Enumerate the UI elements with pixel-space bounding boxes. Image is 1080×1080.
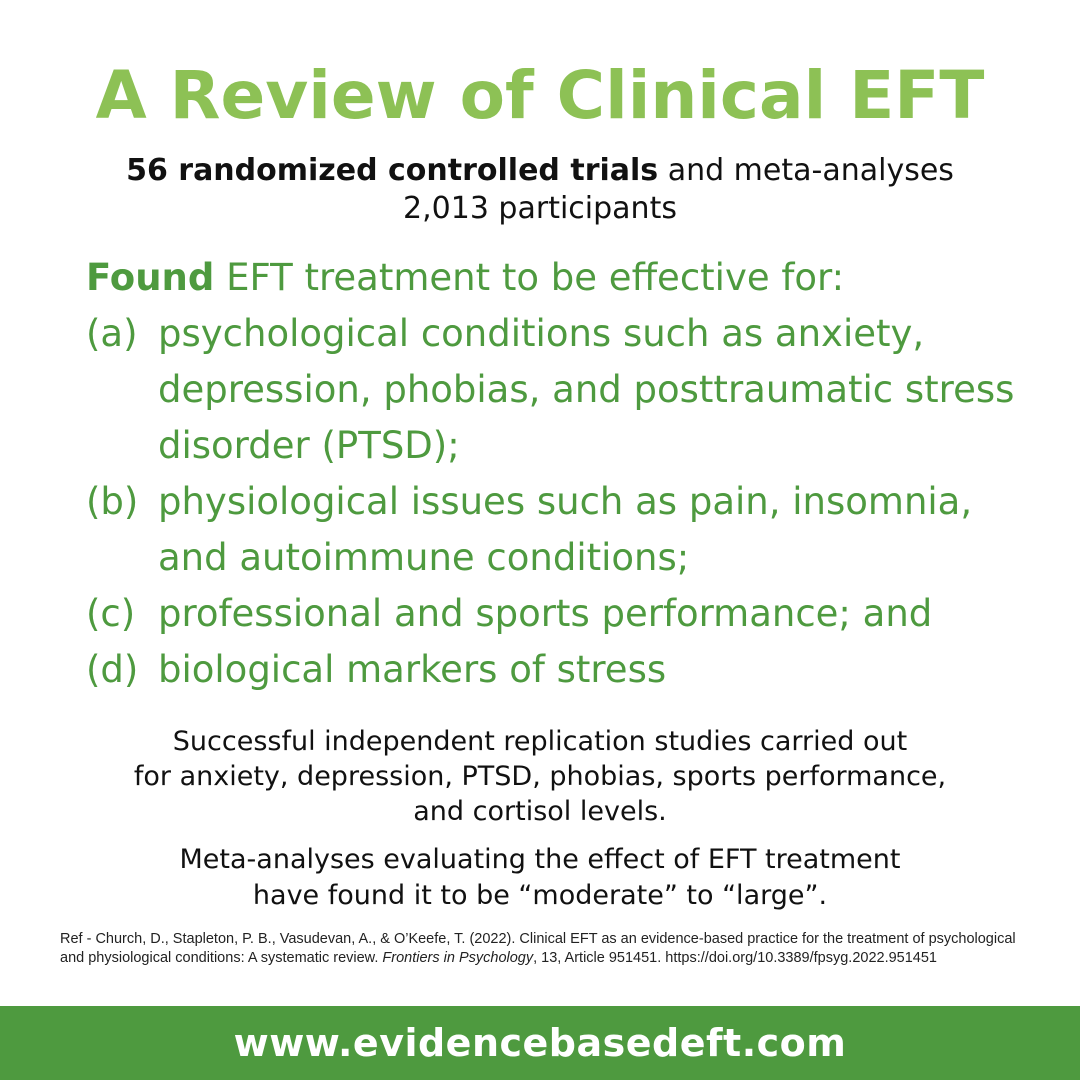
study-summary (0, 152, 1080, 228)
findings-heading-rest: EFT treatment to be effective for: (214, 256, 845, 299)
finding-item-a (86, 306, 1046, 474)
replication-line-2: for anxiety, depression, PTSD, phobias, sports performance, (133, 761, 947, 792)
finding-text: physiological issues such as pain, insomnia, and autoimmune conditions; (158, 480, 973, 579)
participants-text: 2,013 participants (403, 191, 677, 226)
findings-heading-bold: Found (86, 256, 215, 299)
finding-text: biological markers of stress (158, 648, 667, 691)
replication-paragraph (40, 724, 1040, 829)
finding-text: professional and sports performance; and (158, 592, 933, 635)
trials-rest-text: and meta-analyses (658, 153, 954, 188)
finding-item-b (86, 474, 1046, 586)
finding-item-c (86, 586, 1046, 642)
study-summary-line-1 (0, 152, 1080, 190)
finding-letter: (b) (86, 480, 139, 523)
replication-line-3: and cortisol levels. (413, 796, 667, 827)
replication-line-1: Successful independent replication studies carried out (172, 726, 908, 757)
page-title: A Review of Clinical EFT (95, 57, 985, 134)
website-link[interactable]: www.evidencebasedeft.com (233, 1021, 847, 1065)
reference-part-1: Ref - Church, D., Stapleton, P. B., Vasudevan, A., & O’Keefe, T. (2022). Clinical EFT as an evidence-based practice for the treatment of psychological and physiological conditions: A systematic review. (60, 931, 1016, 966)
findings-block (86, 250, 1046, 698)
finding-item-d (86, 642, 1046, 698)
finding-text: psychological conditions such as anxiety, depression, phobias, and posttraumatic stress disorder (PTSD); (158, 312, 1015, 467)
finding-letter: (d) (86, 648, 139, 691)
footer-banner (0, 1006, 1080, 1080)
findings-heading (86, 250, 1046, 306)
reference-citation (60, 930, 1020, 968)
finding-letter: (a) (86, 312, 138, 355)
meta-line-2: have found it to be “moderate” to “large”. (252, 880, 828, 911)
trials-count-text: 56 randomized controlled trials (126, 153, 659, 188)
reference-journal: Frontiers in Psychology (382, 950, 534, 966)
reference-part-2: , 13, Article 951451. https://doi.org/10.3389/fpsyg.2022.951451 (533, 950, 937, 966)
finding-letter: (c) (86, 592, 136, 635)
meta-analysis-paragraph (40, 842, 1040, 914)
meta-line-1: Meta-analyses evaluating the effect of EFT treatment (179, 844, 901, 875)
